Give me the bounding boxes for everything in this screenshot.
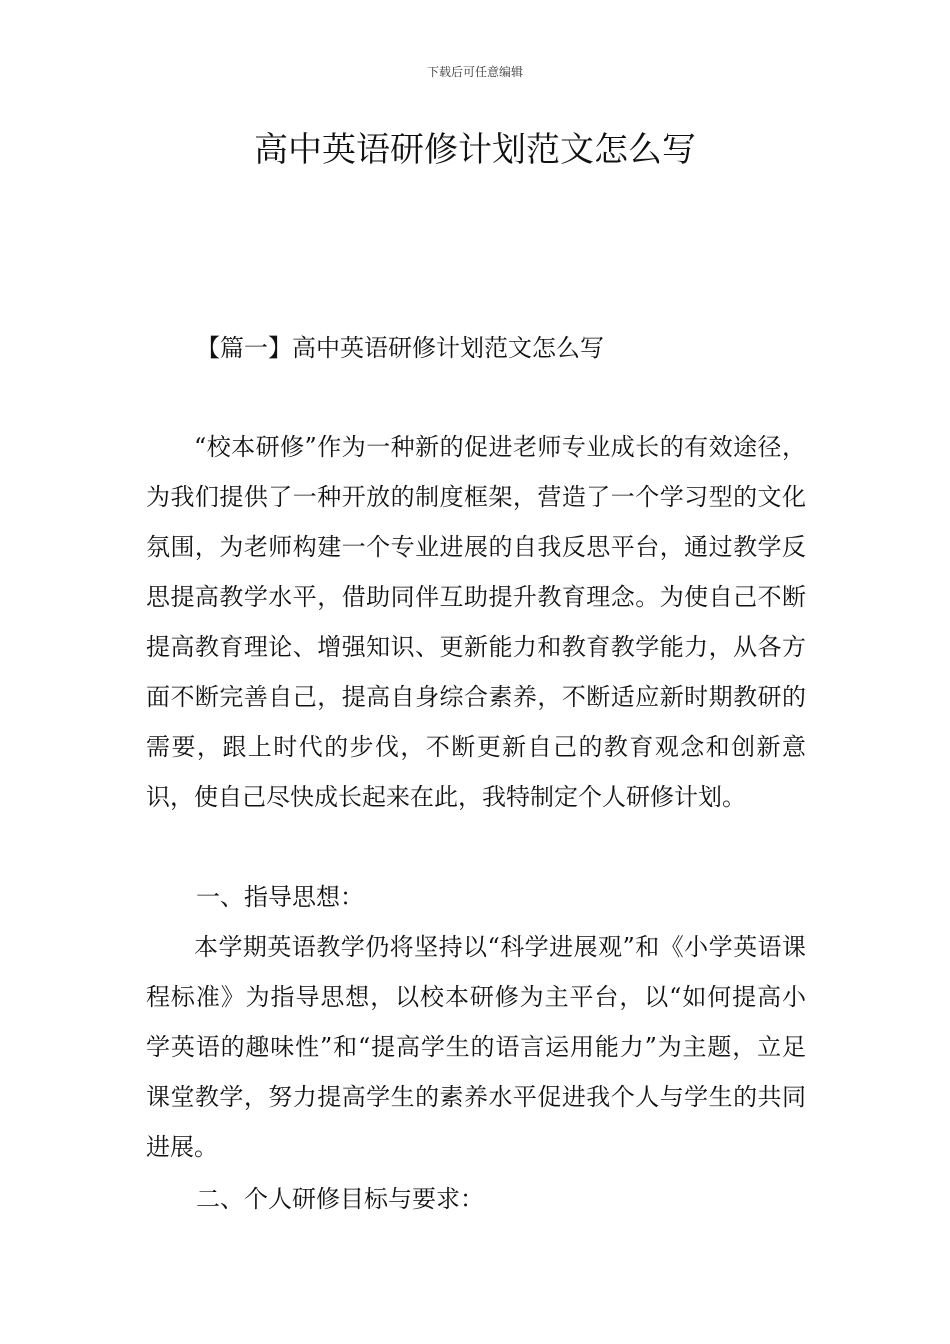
paragraph-text: “校本研修”作为一种新的促进老师专业成长的有效途径，为我们提供了一种开放的制度框架，营造了一个学习型的文化氛围，为老师构建一个专业进展的自我反思平台，通过教学反思提高教学水平，借助同伴互助提升教育理念。为使自己不断提高教育理论、增强知识、更新能力和教育教学能力，从各方面不断完善自己，提高自身综合素养，不断适应新时期教研的需要，跟上时代的步伐，不断更新自己的教育观念和创新意识，使自己尽快成长起来在此，我特制定个人研修计划。 bbox=[146, 433, 806, 811]
subheading-guiding-ideology: 一、指导思想： bbox=[196, 883, 364, 911]
header-note: 下载后可任意编辑 bbox=[426, 65, 523, 79]
paragraph-intro bbox=[146, 422, 806, 822]
section-heading: 【篇一】高中英语研修计划范文怎么写 bbox=[196, 334, 604, 362]
paragraph-text: 本学期英语教学仍将坚持以“科学进展观”和《小学英语课程标准》为指导思想，以校本研修为主平台，以“如何提高小学英语的趣味性”和“提高学生的语言运用能力”为主题，立足课堂教学，努力提高学生的素养水平促进我个人与学生的共同进展。 bbox=[146, 933, 806, 1161]
subheading-goals: 二、个人研修目标与要求： bbox=[196, 1185, 484, 1213]
document-title: 高中英语研修计划范文怎么写 bbox=[254, 130, 696, 170]
paragraph-guiding-ideology bbox=[146, 922, 806, 1172]
